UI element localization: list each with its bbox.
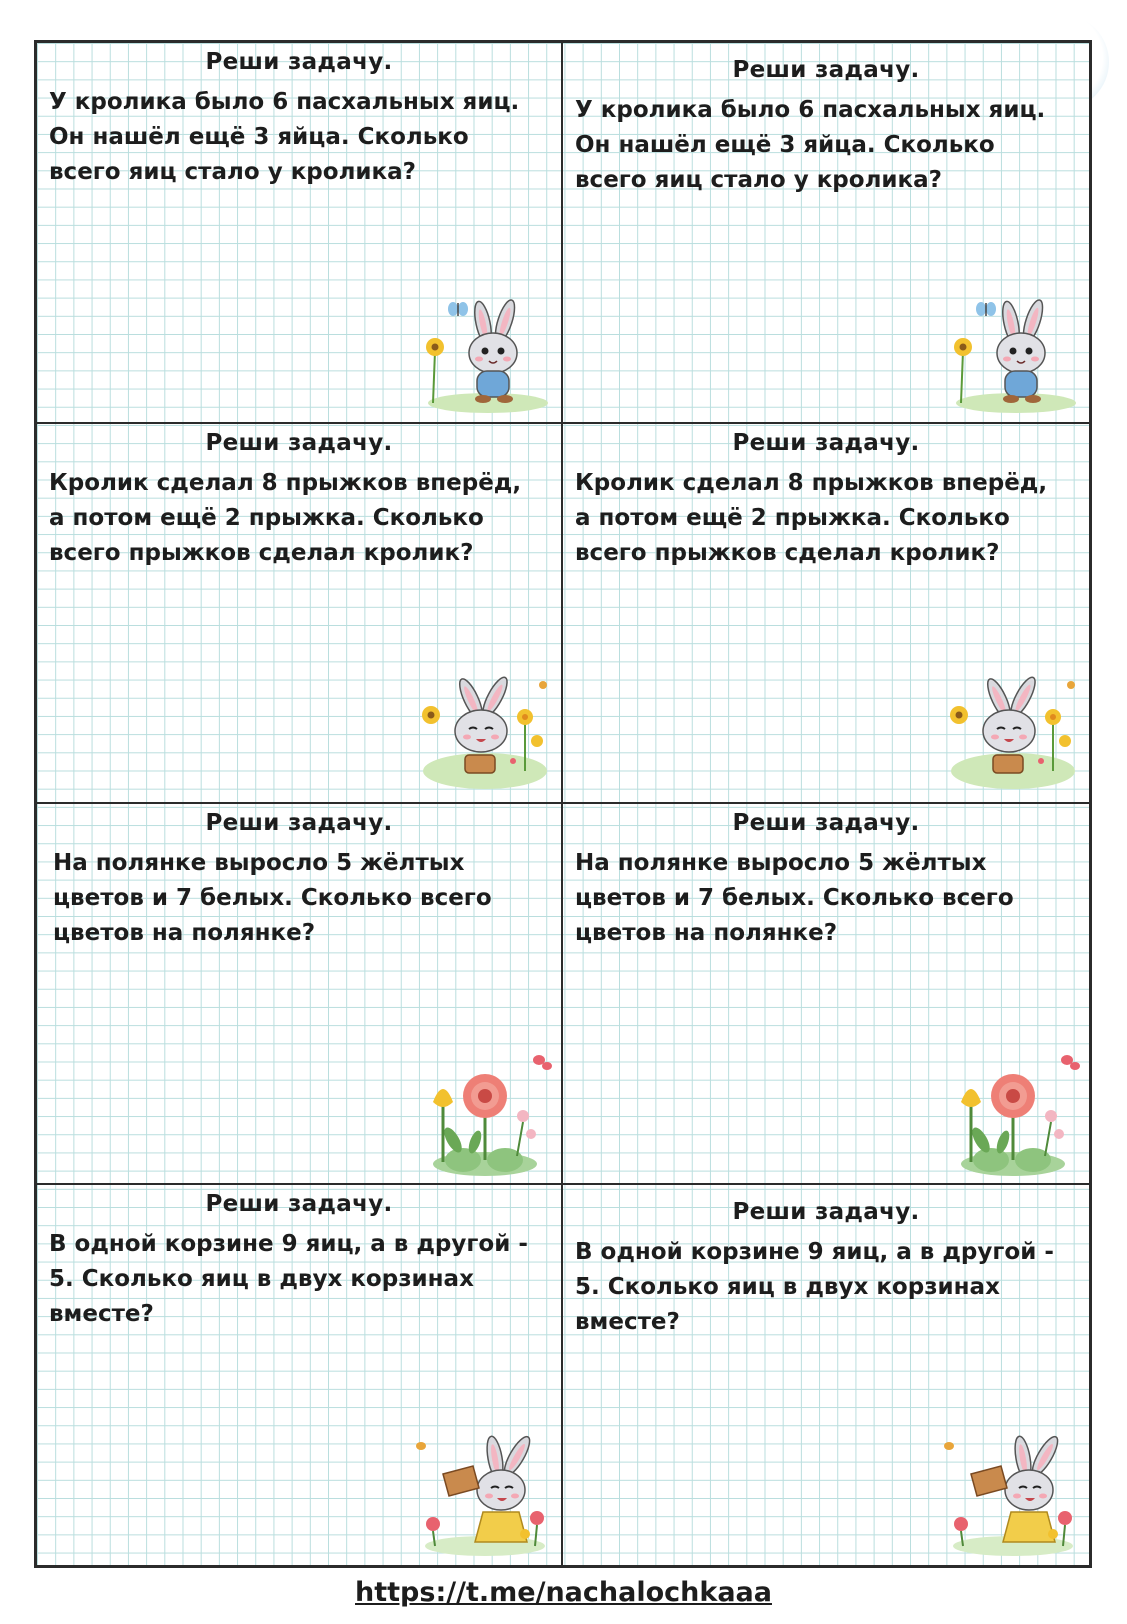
card-problem-text: Кролик сделал 8 прыжков вперёд, а потом ещё 2 прыжка. Сколько всего прыжков сделал кролик? <box>575 469 1048 566</box>
bunny-in-meadow-icon <box>941 671 1081 796</box>
card-title: Реши задачу. <box>205 1190 393 1217</box>
card-title: Реши задачу. <box>732 57 920 83</box>
flowers-icon <box>413 1052 553 1177</box>
card-problem-text: В одной корзине 9 яиц, а в другой - 5. Сколько яиц в двух корзинах вместе? <box>575 1238 1054 1335</box>
card-problem-text: В одной корзине 9 яиц, а в другой - 5. Сколько яиц в двух корзинах вместе? <box>49 1230 528 1327</box>
bunny-in-meadow-icon <box>413 671 553 796</box>
card-problem-text: Кролик сделал 8 прыжков вперёд, а потом ещё 2 прыжка. Сколько всего прыжков сделал кролик? <box>49 469 522 566</box>
bunny-with-flower-icon <box>941 291 1081 416</box>
task-card-7 <box>37 1185 563 1566</box>
flowers-icon <box>941 1052 1081 1177</box>
card-title: Реши задачу. <box>205 810 393 836</box>
task-card-5 <box>37 804 563 1185</box>
card-problem-text: У кролика было 6 пасхальных яиц. Он нашёл ещё 3 яйца. Сколько всего яиц стало у кролика? <box>49 89 520 185</box>
card-title: Реши задачу. <box>732 429 920 456</box>
task-card-1 <box>37 43 563 424</box>
card-title: Реши задачу. <box>732 1198 920 1225</box>
bunny-with-basket-icon <box>941 1434 1081 1559</box>
bunny-with-basket-icon <box>413 1434 553 1559</box>
bunny-with-flower-icon <box>413 291 553 416</box>
task-cards-sheet <box>34 40 1092 1568</box>
card-problem-text: У кролика было 6 пасхальных яиц. Он нашёл ещё 3 яйца. Сколько всего яиц стало у кролика? <box>575 97 1046 193</box>
card-title: Реши задачу. <box>732 810 920 836</box>
task-card-8 <box>563 1185 1089 1566</box>
card-problem-text: На полянке выросло 5 жёлтых цветов и 7 белых. Сколько всего цветов на полянке? <box>53 850 492 946</box>
footer-telegram-link[interactable]: https://t.me/nachalochkaaa <box>355 1577 772 1608</box>
card-problem-text: На полянке выросло 5 жёлтых цветов и 7 белых. Сколько всего цветов на полянке? <box>575 850 1014 946</box>
task-card-6 <box>563 804 1089 1185</box>
card-title: Реши задачу. <box>205 49 393 75</box>
card-title: Реши задачу. <box>205 429 393 456</box>
task-card-3 <box>37 424 563 805</box>
task-card-2 <box>563 43 1089 424</box>
task-card-4 <box>563 424 1089 805</box>
